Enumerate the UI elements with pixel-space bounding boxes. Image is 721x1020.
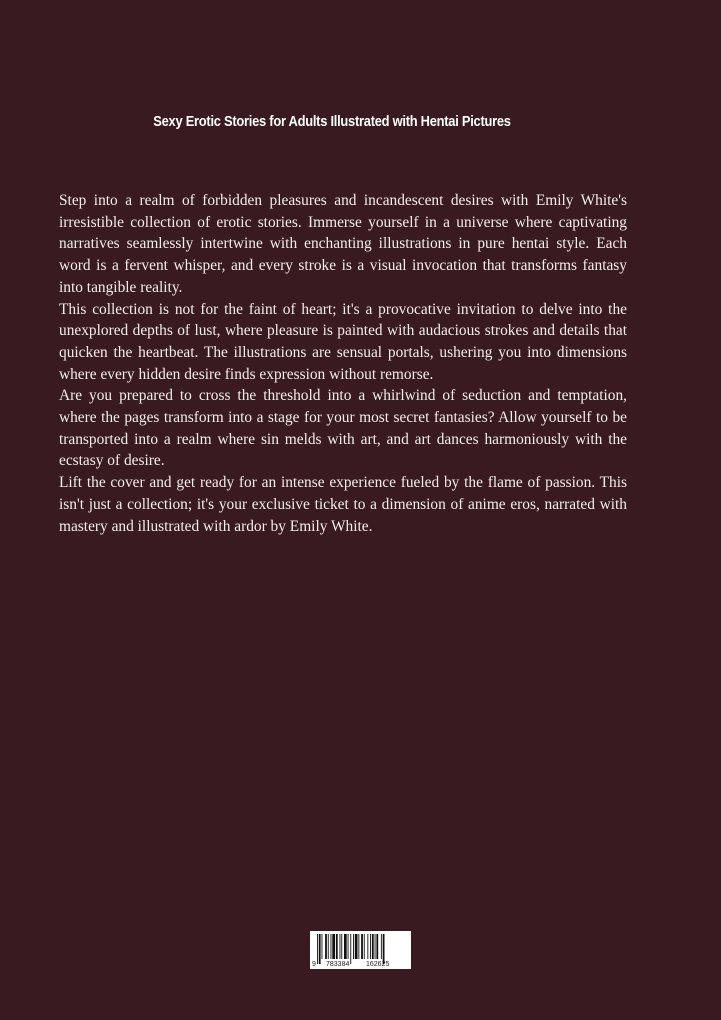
barcode-bar [322,934,323,959]
book-title: Sexy Erotic Stories for Adults Illustrated with Hentai Pictures [153,113,511,130]
barcode-bar [340,934,341,959]
isbn-left-digits: 783384 [326,961,350,968]
description-paragraph-2: This collection is not for the faint of heart; it's a provocative invitation to delve into the unexplored depths of lust, where pleasure is painted with audacious strokes and details that quicken the heartbeat. The illustrations are sensual portals, ushering you into dimensions where every hidden desire finds expression without remorse. [59,300,627,383]
barcode-bar [381,934,382,959]
barcode-bar [331,934,332,959]
barcode-bar [364,934,365,959]
barcode-bar [336,934,338,959]
barcode-bar [341,934,342,959]
barcode-bar [319,934,321,964]
description-paragraph-3: Are you prepared to cross the threshold into a whirlwind of seduction and temptation, where the pages transform into a stage for your most secret fantasies? Allow yourself to be transported into a realm where sin melds with art, and art dances harmoniously with the ecstasy of desire. [59,387,627,470]
barcode-bar [376,934,378,959]
barcode-bar [353,934,354,959]
barcode-bar [325,934,327,959]
barcode-bar [372,934,374,959]
barcode-bars [317,934,385,964]
barcode-bar [367,934,368,959]
barcode-bar [355,934,358,959]
barcode-bar [375,934,376,959]
barcode-bar [350,934,351,964]
isbn-barcode [310,931,411,969]
barcode-bar [344,934,347,959]
barcode-bar [328,934,329,959]
book-description [59,190,627,537]
barcode-bar [358,934,359,959]
isbn-first-digit: 9 [312,961,316,968]
barcode-bar [348,934,349,959]
barcode-bar [370,934,371,959]
barcode-graphic [310,931,411,969]
description-paragraph-4: Lift the cover and get ready for an intense experience fueled by the flame of passion. This isn't just a collection; it's your exclusive ticket to a dimension of anime eros, narrated with mastery and illustrated with ardor by Emily White. [59,474,627,535]
barcode-bar [383,934,385,964]
barcode-bar [332,934,335,959]
barcode-bar [317,934,318,964]
isbn-right-digits: 162625 [366,961,390,968]
description-paragraph-1: Step into a realm of forbidden pleasures and incandescent desires with Emily White's irresistible collection of erotic stories. Immerse yourself in a universe where captivating narratives seamlessly intertwine with enchanting illustrations in pure hentai style. Each word is a fervent whisper, and every stroke is a visual invocation that transforms fantasy into tangible reality. [59,192,627,296]
barcode-bar [361,934,363,959]
